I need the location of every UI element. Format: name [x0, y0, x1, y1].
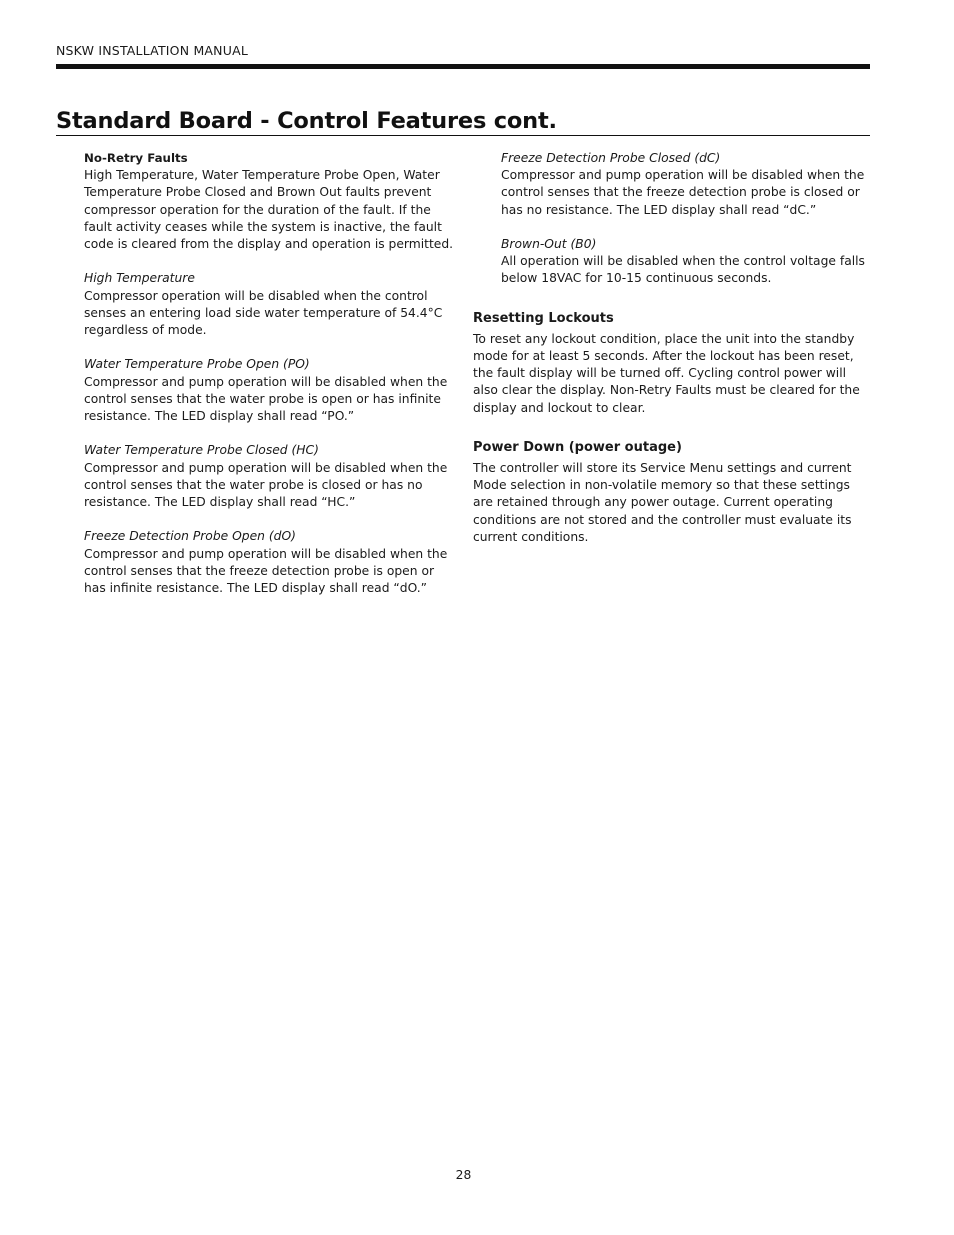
high-temperature-heading: High Temperature: [84, 271, 195, 286]
left-column: [84, 150, 458, 614]
high-temperature-section: [84, 270, 458, 339]
freeze-open-heading: Freeze Detection Probe Open (dO): [84, 529, 296, 544]
probe-closed-text: Compressor and pump operation will be disabled when the control senses that the water probe is closed or has no resistance. The LED display shall read “HC.”: [84, 460, 448, 510]
running-header: NSKW INSTALLATION MANUAL: [56, 43, 248, 58]
power-down-heading: Power Down (power outage): [473, 439, 682, 455]
no-retry-faults-section: [84, 150, 458, 253]
power-down-text: The controller will store its Service Menu settings and current Mode selection in non-volatile memory so that these settings are retained through any power outage. Current operating conditions are not stored and the controller must evaluate its current conditions.: [473, 461, 852, 544]
brown-out-heading: Brown-Out (B0): [501, 237, 597, 251]
title-rule: [56, 135, 870, 136]
right-column: [473, 150, 873, 563]
freeze-open-text: Compressor and pump operation will be disabled when the control senses that the freeze detection probe is open or has infinite resistance. The LED display shall read “dO.”: [84, 546, 448, 596]
probe-open-heading: Water Temperature Probe Open (PO): [84, 357, 310, 372]
resetting-lockouts-section: [473, 310, 873, 417]
page-number: 28: [455, 1168, 472, 1182]
high-temperature-text: Compressor operation will be disabled when the control senses an entering load side water temperature of 54.4°C regardless of mode.: [84, 288, 443, 338]
brown-out-section: [473, 236, 873, 288]
header-rule: [56, 64, 870, 69]
no-retry-faults-text: High Temperature, Water Temperature Probe Open, Water Temperature Probe Closed and Brown Out faults prevent compressor operation for the duration of the fault. If the fault activity ceases while the system is inactive, the fault code is cleared from the display and operation is permitted.: [84, 168, 454, 252]
resetting-lockouts-heading: Resetting Lockouts: [473, 310, 614, 326]
probe-closed-section: [84, 442, 458, 511]
freeze-closed-text: Compressor and pump operation will be disabled when the control senses that the freeze detection probe is closed or has no resistance. The LED display shall read “dC.”: [501, 168, 865, 217]
brown-out-text: All operation will be disabled when the control voltage falls below 18VAC for 10-15 continuous seconds.: [501, 254, 865, 286]
power-down-section: [473, 439, 873, 546]
freeze-closed-section: [473, 150, 873, 219]
resetting-lockouts-text: To reset any lockout condition, place the unit into the standby mode for at least 5 seconds. After the lockout has been reset, the fault display will be turned off. Cycling control power will also clear the display. Non-Retry Faults must be cleared for the display and lockout to clear.: [473, 331, 860, 415]
probe-closed-heading: Water Temperature Probe Closed (HC): [84, 443, 319, 458]
freeze-open-section: [84, 528, 458, 597]
probe-open-section: [84, 356, 458, 425]
probe-open-text: Compressor and pump operation will be disabled when the control senses that the water probe is open or has infinite resistance. The LED display shall read “PO.”: [84, 374, 448, 424]
page-title: Standard Board - Control Features cont.: [56, 108, 557, 134]
freeze-closed-heading: Freeze Detection Probe Closed (dC): [501, 151, 721, 165]
no-retry-faults-heading: No-Retry Faults: [84, 151, 188, 165]
